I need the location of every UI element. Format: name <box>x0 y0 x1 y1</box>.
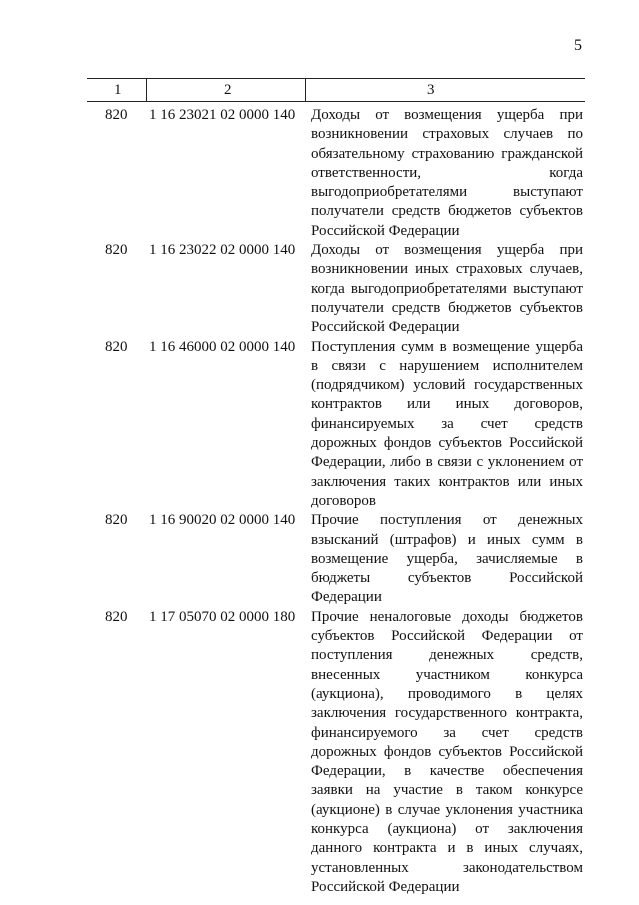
admin-code: 820 <box>105 512 128 529</box>
admin-code: 820 <box>105 242 128 259</box>
column-divider <box>146 79 147 101</box>
header-col2: 2 <box>224 82 232 98</box>
income-description: Поступления сумм в возмещение ущерба в связи с нарушением исполнителем (подрядчиком) условий государственных контрактов или иных договоров, финансируемых за счет средств дорожных фондов субъектов Российской Федерации, либо в связи с уклонением от заключения таких контрактов или иных договоров <box>311 338 583 509</box>
header-col3: 3 <box>427 82 435 98</box>
table-header <box>87 78 585 102</box>
income-description: Прочие неналоговые доходы бюджетов субъектов Российской Федерации от поступления денежных средств, внесенных участником конкурса (аукциона), проводимого в целях заключения государственного контракта, финансируемого за счет средств дорожных фондов субъектов Российской Федерации, в качестве обеспечения заявки на участие в таком конкурсе (аукционе) в случае уклонения участника конкурса (аукциона) от заключения данного контракта и в иных случаях, установленных законодательством Российской Федерации <box>311 608 583 895</box>
column-divider <box>305 79 306 101</box>
table-row <box>87 106 585 241</box>
budget-code: 1 16 23021 02 0000 140 <box>149 107 296 123</box>
table-row <box>87 608 585 897</box>
budget-code: 1 16 23022 02 0000 140 <box>149 242 296 259</box>
table-body <box>87 106 585 897</box>
admin-code: 820 <box>105 338 128 355</box>
admin-code: 820 <box>105 608 128 625</box>
table-row <box>87 511 585 607</box>
table-row <box>87 338 585 512</box>
header-col1: 1 <box>114 82 122 98</box>
income-description: Прочие поступления от денежных взысканий (штрафов) и иных сумм в возмещение ущерба, зачисляемые в бюджеты субъектов Российской Федерации <box>311 512 583 606</box>
budget-code: 1 16 90020 02 0000 140 <box>149 512 296 529</box>
budget-code: 1 16 46000 02 0000 140 <box>149 338 296 355</box>
income-description: Доходы от возмещения ущерба при возникновении страховых случаев по обязательному страхованию гражданской ответственности, когда выгодоприобретателями выступают получатели средств бюджетов субъектов Российской Федерации <box>311 107 583 239</box>
income-description: Доходы от возмещения ущерба при возникновении иных страховых случаев, когда выгодоприобретателями выступают получатели средств бюджетов субъектов Российской Федерации <box>311 242 583 336</box>
page-number: 5 <box>574 37 582 54</box>
admin-code: 820 <box>105 107 128 123</box>
budget-code: 1 17 05070 02 0000 180 <box>149 608 296 625</box>
table-row <box>87 241 585 337</box>
